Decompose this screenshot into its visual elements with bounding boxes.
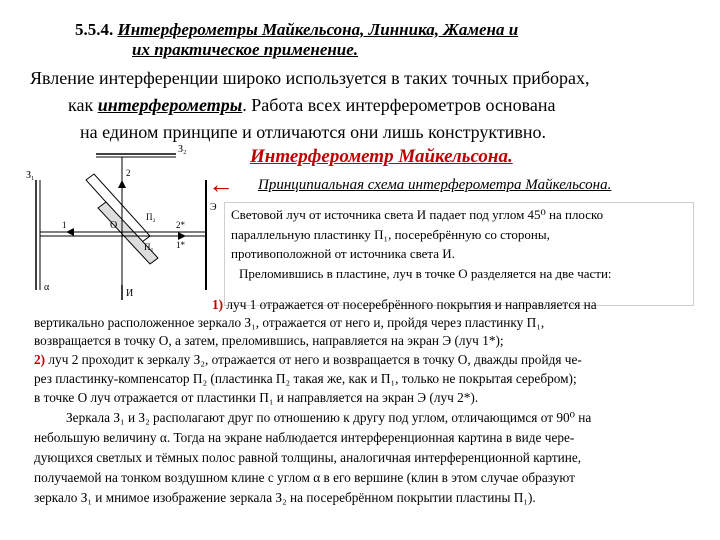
box-line4: Преломившись в пластине, луч в точке О разделяется на две части:	[239, 265, 612, 281]
section-title-line2: их практическое применение.	[132, 40, 359, 59]
section-heading	[75, 20, 518, 39]
arrowhead-right	[178, 232, 186, 240]
para3-line1: Зеркала З₁ и З₂ располагают друг по отношению к другу под углом, отличающимся от 90⁰ на	[66, 410, 592, 425]
para3-line2: небольшую величину α. Тогда на экране наблюдается интерференционная картина в виде чере-	[34, 430, 575, 445]
intro-keyword: интерферометры	[97, 95, 243, 115]
label-2: 2	[126, 168, 131, 178]
label-z2: З₂	[178, 144, 187, 155]
point1-line2: вертикально расположенное зеркало З₁, отражается от него и, пройдя через пластинку П₁,	[34, 315, 545, 330]
label-z1: З₁	[26, 170, 35, 181]
intro-line3: на едином принципе и отличаются они лишь конструктивно.	[80, 122, 547, 142]
intro-line1: Явление интерференции широко используется в таких точных приборах,	[30, 68, 590, 88]
label-i: И	[126, 288, 134, 299]
para3-line5: зеркало З₁ и мнимое изображение зеркала З₂ на посеребрённом покрытии пластины П₁).	[34, 490, 536, 505]
point2-text1: луч 2 проходит к зеркалу З₂, отражается от него и возвращается в точку О, дважды пройдя че-	[48, 352, 582, 367]
box-line2: параллельную пластинку П₁, посеребрённую со стороны,	[231, 226, 550, 242]
point2-line3: в точке О луч отражается от пластинки П₁ и направляется на экран Э (луч 2*).	[34, 390, 479, 405]
section-number: 5.5.4.	[75, 20, 114, 39]
point1-number: 1)	[212, 297, 224, 312]
label-2-star: 2*	[176, 220, 185, 230]
subtitle: Интерферометр Майкельсона.	[250, 146, 513, 167]
intro-line2-post: . Работа всех интерферометров основана	[242, 95, 556, 115]
box-line3: противоположной от источника света И.	[231, 246, 455, 261]
label-p2: П₂	[146, 212, 156, 222]
point1-line3: возвращается в точку О, а затем, преломившись, направляется на экран Э (луч 1*);	[34, 333, 504, 348]
interferometer-diagram	[26, 140, 222, 300]
point2-line2: рез пластинку-компенсатор П₂ (пластинка П₂ такая же, как и П₁, только не покрытая серебром);	[34, 371, 577, 386]
label-e: Э	[210, 202, 217, 213]
label-1-star: 1*	[176, 240, 185, 250]
left-arrow-icon: ←	[208, 170, 234, 199]
arrowhead-up	[118, 180, 126, 188]
diagram-caption: Принципиальная схема интерферометра Майкельсона.	[258, 177, 612, 193]
intro-line2-pre: как	[68, 95, 98, 115]
point1-line1	[212, 297, 597, 313]
description-box	[224, 202, 694, 306]
arrowhead-left	[66, 228, 74, 236]
para3-line4: получаемой на тонком воздушном клине с углом α в его вершине (клин в этом случае образуют	[34, 470, 575, 485]
label-p1: П₁	[144, 242, 154, 252]
section-title-line1: Интерферометры Майкельсона, Линника, Жамена и	[117, 20, 519, 39]
label-1: 1	[62, 220, 67, 230]
label-alpha: α	[44, 282, 50, 293]
intro-line2	[68, 95, 555, 115]
point2-number: 2)	[34, 352, 46, 367]
box-line1: Световой луч от источника света И падает под углом 45⁰ на плоско	[231, 207, 604, 222]
point2-line1	[34, 352, 582, 368]
label-o: О	[110, 220, 118, 231]
point1-text1: луч 1 отражается от посеребрённого покрытия и направляется на	[226, 297, 597, 312]
para3-line3: дующихся светлых и тёмных полос равной толщины, аналогичная интерференционной картине,	[34, 450, 582, 465]
